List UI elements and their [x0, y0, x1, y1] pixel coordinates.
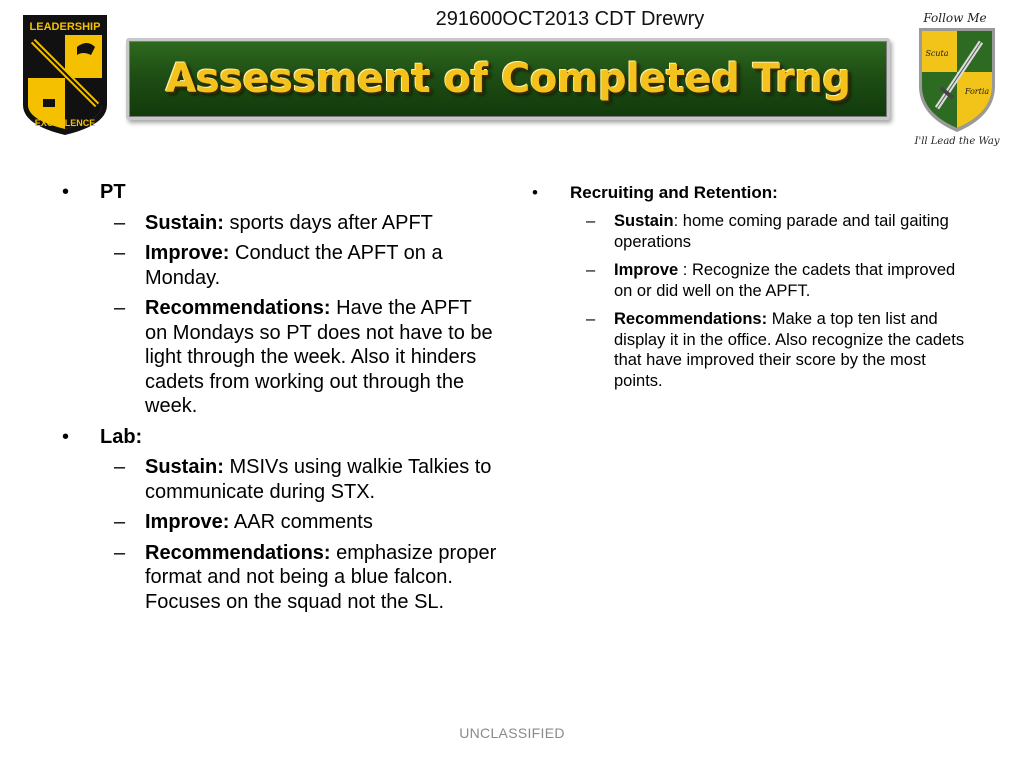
item-label: Sustain	[614, 212, 674, 230]
section-heading: Lab:	[100, 425, 143, 448]
dash-icon: –	[114, 541, 126, 564]
left-emblem-bottom-text: EXCELLENCE	[34, 118, 96, 128]
item-label: Sustain:	[145, 211, 224, 234]
dash-icon: –	[586, 310, 596, 328]
right-emblem-bottom-text: I'll Lead the Way	[914, 136, 1000, 147]
item-text: Conduct the APFT on a Monday.	[145, 242, 443, 289]
item-text: AAR comments	[229, 511, 373, 533]
section-heading: PT	[100, 181, 126, 203]
item-label: Recommendations:	[145, 541, 331, 564]
dash-icon: –	[114, 211, 126, 234]
item-text: Make a top ten list and display it in the office. Also recognize the cadets that have improved their score by the most points.	[614, 310, 965, 390]
banner-title: Assessment of Completed Trng	[165, 56, 851, 102]
item-label: Recommendations:	[614, 310, 768, 328]
title-banner	[126, 38, 890, 120]
right-emblem-left-motto: Scuta	[925, 49, 949, 58]
sub-bullet-item	[58, 296, 498, 419]
item-label: Improve:	[145, 511, 230, 533]
leadership-excellence-shield-icon	[19, 13, 111, 137]
item-text: : Recognize the cadets that improved on or did well on the APFT.	[614, 261, 956, 300]
sub-bullet-item	[58, 510, 498, 535]
dash-icon: –	[586, 212, 596, 230]
bullet-heading-pt	[58, 180, 498, 205]
dash-icon: –	[114, 297, 126, 319]
bullet-heading-lab	[58, 425, 498, 450]
classification-footer: UNCLASSIFIED	[459, 725, 565, 741]
dash-icon: –	[114, 511, 126, 533]
left-emblem-top-text: LEADERSHIP	[29, 21, 101, 33]
left-column	[58, 180, 498, 614]
item-text: emphasize proper format and not being a blue falcon. Focuses on the squad not the SL.	[145, 541, 497, 613]
sub-bullet-item	[58, 455, 498, 504]
sub-bullet-item	[528, 211, 968, 252]
sub-bullet-item	[528, 309, 968, 391]
right-column	[528, 183, 968, 391]
bullet-icon: •	[62, 181, 70, 203]
bullet-icon: •	[532, 183, 538, 202]
item-label: Improve	[614, 261, 679, 279]
bullet-heading-recruiting	[528, 183, 968, 203]
right-emblem-right-motto: Fortia	[964, 87, 990, 96]
sub-bullet-item	[58, 211, 498, 236]
section-heading: Recruiting and Retention:	[570, 183, 778, 202]
slide-header-title: 291600OCT2013 CDT Drewry	[435, 8, 705, 30]
dash-icon: –	[586, 261, 596, 279]
item-label: Sustain:	[145, 456, 224, 478]
follow-me-shield-icon	[903, 8, 1009, 148]
sub-bullet-item	[58, 541, 498, 615]
dash-icon: –	[114, 242, 126, 264]
sub-bullet-item	[528, 260, 968, 301]
item-label: Recommendations:	[145, 297, 331, 319]
right-emblem-top-text: Follow Me	[923, 11, 987, 25]
item-text: Have the APFT on Mondays so PT does not have to be light through the week. Also it hinders cadets from working out through the week.	[145, 297, 493, 417]
item-text: sports days after APFT	[223, 211, 433, 234]
sub-bullet-item	[58, 241, 498, 290]
dash-icon: –	[114, 456, 126, 478]
item-text: : home coming parade and tail gaiting operations	[614, 212, 949, 251]
item-text: MSIVs using walkie Talkies to communicate during STX.	[145, 456, 492, 503]
item-label: Improve:	[145, 242, 230, 264]
bullet-icon: •	[62, 425, 70, 448]
